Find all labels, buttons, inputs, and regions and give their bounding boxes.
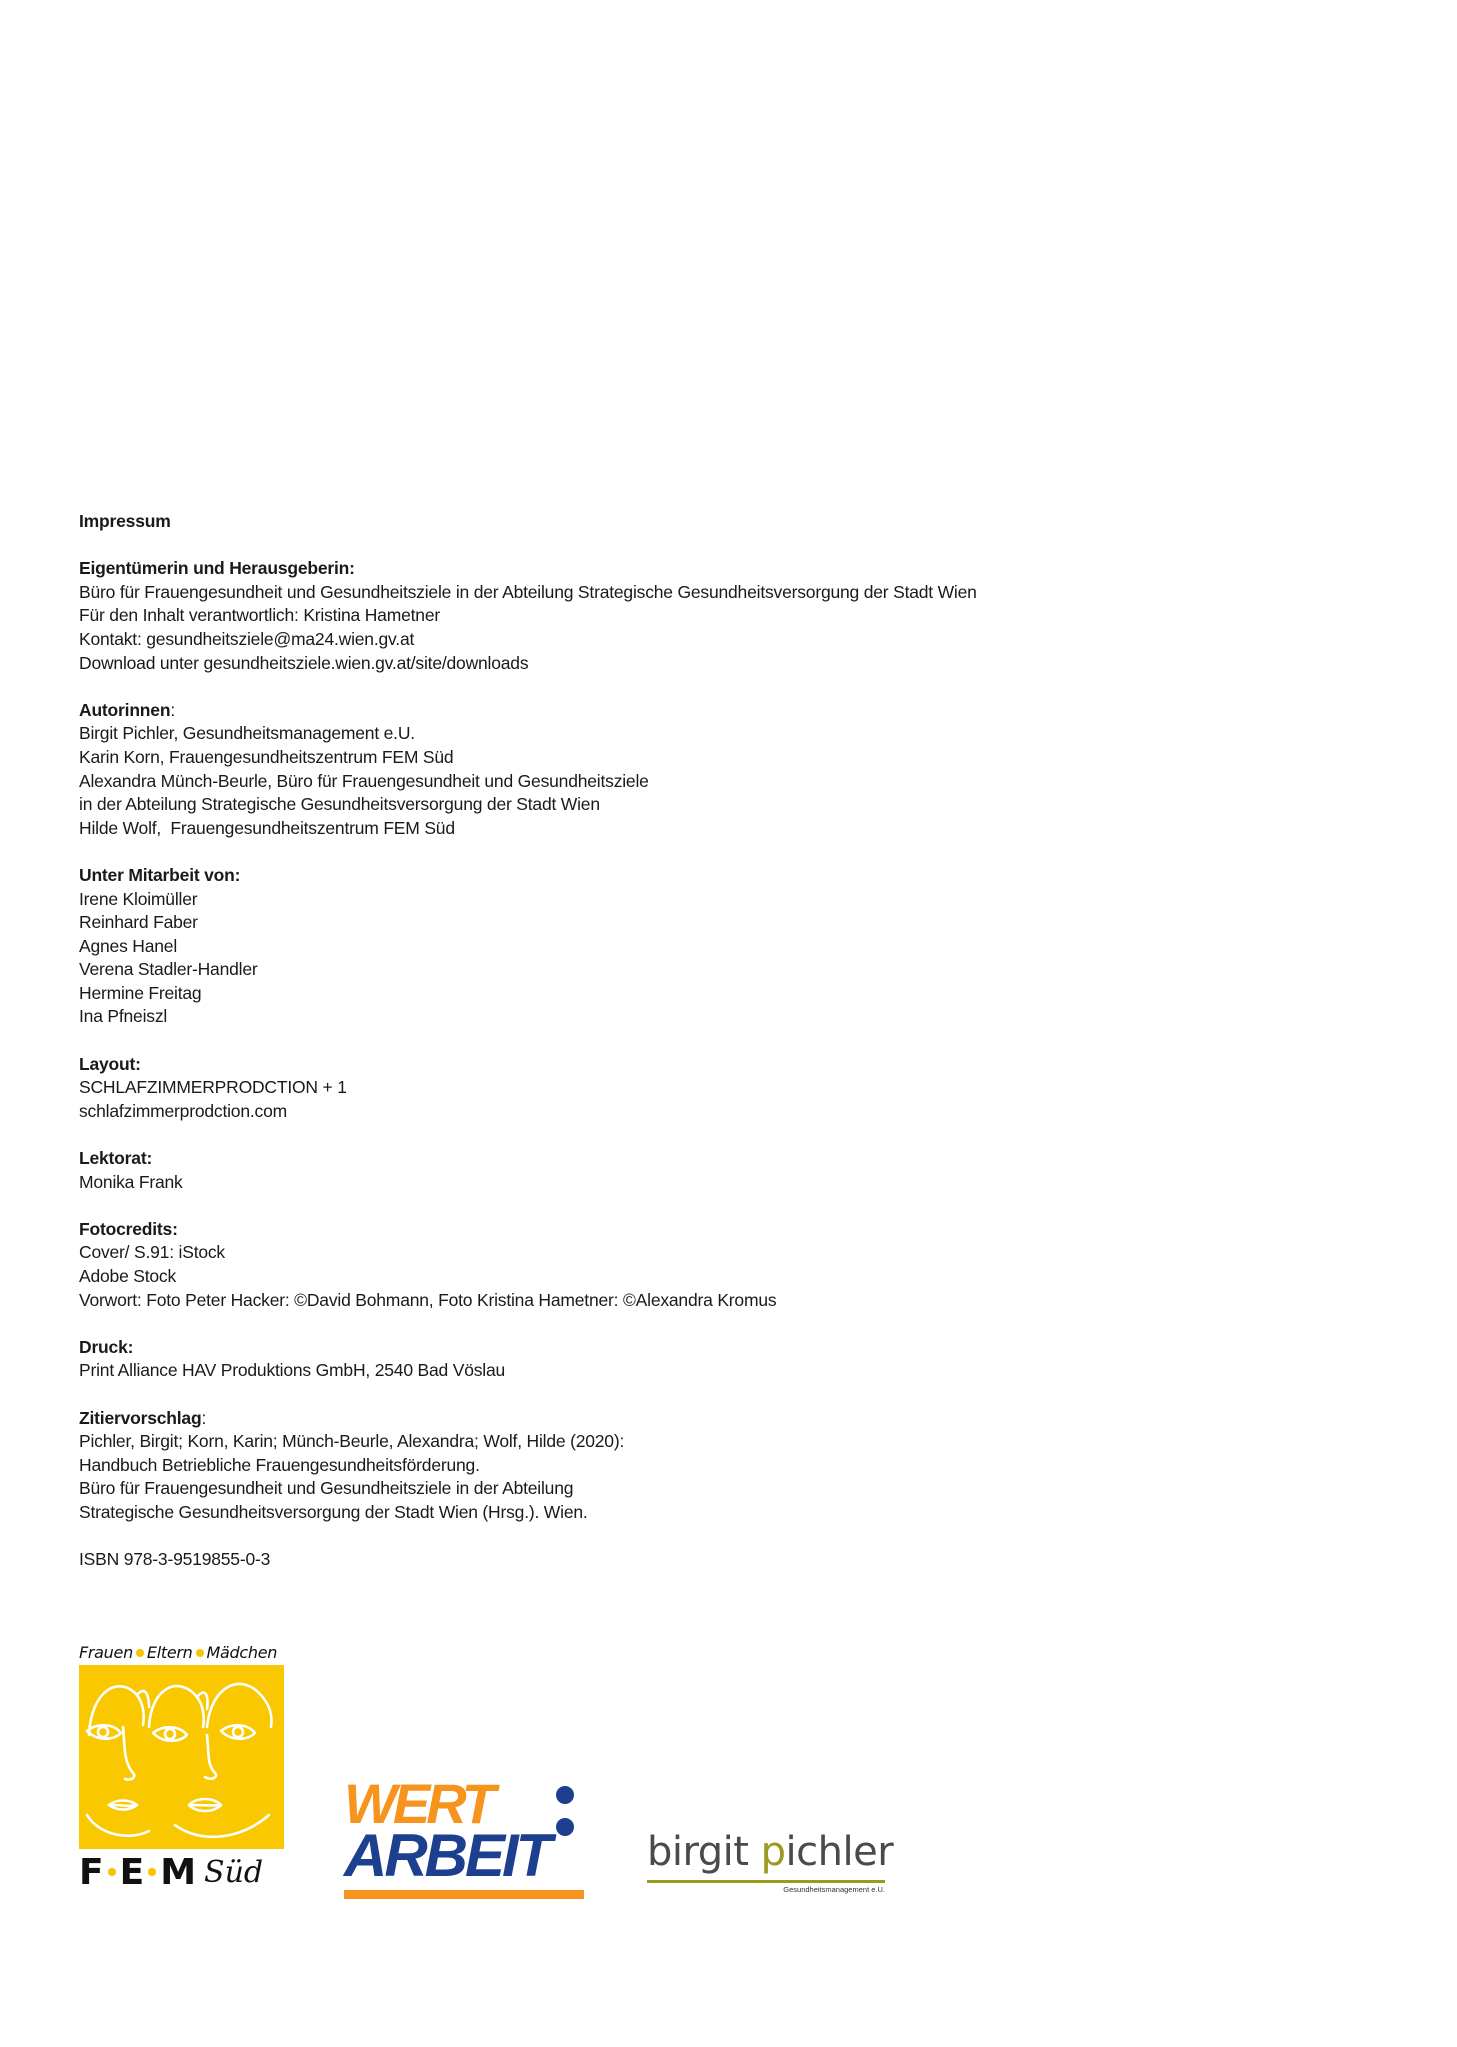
section-line: Hilde Wolf, Frauengesundheitszentrum FEM Süd xyxy=(79,817,455,838)
dot-icon xyxy=(136,1649,144,1657)
section-line: Monika Frank xyxy=(79,1171,183,1192)
section-heading-text: Eigentümerin und Herausgeberin: xyxy=(79,558,355,579)
section-line: Karin Korn, Frauengesundheitszentrum FEM Süd xyxy=(79,746,454,767)
impressum-block xyxy=(79,510,1179,1572)
fem-tagline-word: Frauen xyxy=(79,1643,133,1662)
fem-sued-logo xyxy=(79,1643,287,1895)
section-heading-text: Unter Mitarbeit von: xyxy=(79,864,241,885)
section-line: Vorwort: Foto Peter Hacker: ©David Bohmann, Foto Kristina Hametner: ©Alexandra Kromus xyxy=(79,1289,777,1310)
section-line: Download unter gesundheitsziele.wien.gv.at/site/downloads xyxy=(79,652,529,673)
fem-letter: E xyxy=(119,1851,145,1893)
impressum-section xyxy=(79,1407,1179,1525)
section-line: Reinhard Faber xyxy=(79,912,198,933)
impressum-sections xyxy=(79,557,1179,1524)
section-heading-text: Layout: xyxy=(79,1053,141,1074)
birgit-pichler-wordmark xyxy=(647,1830,893,1874)
dot-icon xyxy=(108,1868,116,1876)
section-line: Büro für Frauengesundheit und Gesundheitsziele in der Abteilung Strategische Gesundheitsversorgung der Stadt Wien xyxy=(79,581,977,602)
impressum-section xyxy=(79,1053,1179,1124)
impressum-section xyxy=(79,1336,1179,1383)
impressum-section xyxy=(79,557,1179,675)
wert-arbeit-underline xyxy=(344,1890,584,1899)
section-line: schlafzimmerprodction.com xyxy=(79,1100,287,1121)
wert-arbeit-logo xyxy=(344,1772,588,1902)
bp-subtitle: Gesundheitsmanagement e.U. xyxy=(783,1885,885,1894)
faces-drawing-icon xyxy=(79,1665,284,1849)
impressum-section xyxy=(79,699,1179,841)
birgit-pichler-logo xyxy=(647,1829,894,1900)
impressum-section xyxy=(79,864,1179,1029)
section-heading xyxy=(79,1053,1179,1077)
section-heading-text: Autorinnen xyxy=(79,699,171,720)
bp-word-accent: p xyxy=(760,1829,786,1875)
fem-letter: M xyxy=(160,1851,197,1893)
dot-icon xyxy=(196,1649,204,1657)
section-line: Agnes Hanel xyxy=(79,935,178,956)
colon-icon xyxy=(556,1786,576,1838)
section-line: in der Abteilung Strategische Gesundheitsversorgung der Stadt Wien xyxy=(79,794,600,815)
section-line: Hermine Freitag xyxy=(79,982,202,1003)
bp-underline xyxy=(647,1880,885,1883)
wert-text: WERT xyxy=(344,1772,492,1835)
section-heading xyxy=(79,1407,1179,1431)
arbeit-text: ARBEIT xyxy=(344,1822,550,1889)
section-heading-suffix: : xyxy=(201,1407,207,1428)
fem-wordmark xyxy=(79,1849,287,1895)
section-heading xyxy=(79,699,1179,723)
bp-word-part: ichler xyxy=(785,1829,894,1875)
section-heading-suffix: : xyxy=(170,699,175,720)
fem-faces-artwork xyxy=(79,1665,284,1849)
section-line: Büro für Frauengesundheit und Gesundheitsziele in der Abteilung xyxy=(79,1478,574,1499)
section-heading-text: Fotocredits: xyxy=(79,1218,178,1239)
section-line: Ina Pfneiszl xyxy=(79,1006,168,1027)
section-line: SCHLAFZIMMERPRODCTION + 1 xyxy=(79,1077,347,1098)
section-heading-text: Zitiervorschlag xyxy=(79,1407,202,1428)
section-heading xyxy=(79,864,1179,888)
section-line: Print Alliance HAV Produktions GmbH, 2540 Bad Vöslau xyxy=(79,1360,506,1381)
section-line: Alexandra Münch-Beurle, Büro für Frauengesundheit und Gesundheitsziele xyxy=(79,770,649,791)
impressum-section xyxy=(79,1218,1179,1312)
section-line: Handbuch Betriebliche Frauengesundheitsförderung. xyxy=(79,1454,480,1475)
section-line: Kontakt: gesundheitsziele@ma24.wien.gv.at xyxy=(79,628,415,649)
dot-icon xyxy=(148,1868,156,1876)
section-heading xyxy=(79,1147,1179,1171)
section-line: Pichler, Birgit; Korn, Karin; Münch-Beurle, Alexandra; Wolf, Hilde (2020): xyxy=(79,1431,625,1452)
section-line: Birgit Pichler, Gesundheitsmanagement e.U. xyxy=(79,723,415,744)
fem-sued-text: Süd xyxy=(204,1854,264,1890)
section-line: Verena Stadler-Handler xyxy=(79,959,258,980)
section-line: Irene Kloimüller xyxy=(79,888,198,909)
impressum-title: Impressum xyxy=(79,511,171,531)
section-heading xyxy=(79,1218,1179,1242)
fem-letter: F xyxy=(79,1851,104,1893)
fem-tagline xyxy=(79,1643,277,1662)
fem-tagline-word: Eltern xyxy=(146,1643,193,1662)
section-heading xyxy=(79,557,1179,581)
section-heading-text: Lektorat: xyxy=(79,1148,153,1169)
section-heading-text: Druck: xyxy=(79,1336,134,1357)
bp-word-part: birgit xyxy=(647,1829,761,1875)
section-heading xyxy=(79,1336,1179,1360)
isbn: ISBN 978-3-9519855-0-3 xyxy=(79,1549,271,1570)
section-line: Adobe Stock xyxy=(79,1266,177,1286)
fem-tagline-word: Mädchen xyxy=(206,1643,278,1662)
section-line: Strategische Gesundheitsversorgung der Stadt Wien (Hrsg.). Wien. xyxy=(79,1501,588,1522)
section-line: Cover/ S.91: iStock xyxy=(79,1242,225,1263)
impressum-section xyxy=(79,1147,1179,1194)
section-line: Für den Inhalt verantwortlich: Kristina Hametner xyxy=(79,605,440,626)
